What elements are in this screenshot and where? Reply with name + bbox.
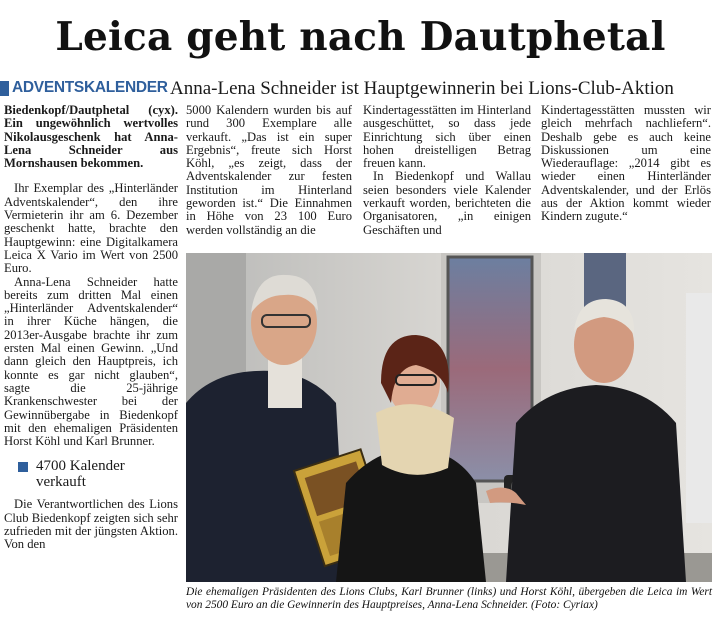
photo-caption: Die ehemaligen Präsidenten des Lions Clubs, Karl Brunner (links) und Horst Köhl, übergeben die Leica im Wert von 2500 Euro an die Gewinnerin des Hauptpreises, Anna-Lena Schneider. (Foto: Cyriax) (186, 586, 712, 611)
lead-paragraph: Biedenkopf/Dautphetal (cyx). Ein ungewöhnlich wertvolles Nikolausgeschenk hat Anna-Lena Schneider aus Mornshausen bekommen. (4, 104, 178, 171)
kicker: ADVENTSKALENDER (12, 79, 168, 96)
article-column-1 (4, 104, 178, 624)
paragraph: Anna-Lena Schneider hatte bereits zum dritten Mal einen „Hinterländer Adventskalender“ in ihrer Küche hängen, die 2013er-Ausgabe brachte ihr zum ersten Mal einen Gewinn. „Und dann gleich den Hauptpreis, ich konnte es gar nicht glauben“, sagte die 25-jährige Krankenschwester bei der Gewinnübergabe in Biedenkopf mit den ehemaligen Präsidenten Horst Köhl und Karl Brunner. (4, 274, 178, 449)
subheadline: Anna-Lena Schneider ist Hauptgewinnerin bei Lions-Club-Aktion (170, 78, 674, 99)
kicker-square-icon (0, 81, 9, 96)
article-column-3 (363, 104, 531, 244)
headline: Leica geht nach Dautphetal (55, 14, 666, 60)
kicker-row (0, 79, 721, 99)
paragraph: Die Verantwortlichen des Lions Club Biedenkopf zeigten sich sehr zufrieden mit der jüngsten Aktion. Von den (4, 497, 178, 552)
paragraph: In Biedenkopf und Wallau seien besonders viele Kalender verkauft worden, berichteten die Organisatoren, „in einigen Geschäften und (363, 169, 531, 237)
paragraph: Ihr Exemplar des „Hinterländer Adventskalender“, den ihre Vermieterin ihr am 6. Dezember geschenkt hatte, brachte den Hauptgewinn: eine Digitalkamera Leica X Vario im Wert von 2500 Euro. (4, 181, 178, 276)
paragraph: Kindertagesstätten mussten wir gleich mehrfach nachliefern“. Deshalb gebe es auch keine Diskussionen um eine Wiederauflage: „2014 gibt es wieder einen Hinterländer Adventskalender, und der Erlös aus der Aktion kommt wieder Kindern zugute.“ (541, 104, 711, 224)
article-column-4 (541, 104, 711, 244)
news-photo (186, 253, 712, 582)
intertitle-text: 4700 Kalender verkauft (36, 458, 125, 491)
paragraph: 5000 Kalendern wurden bis auf rund 300 Exemplare alle verkauft. „Das ist ein super Ergebnis“, freute sich Horst Köhl, „es zeigt, dass der Adventskalender zur festen Institution im Hinterland geworden ist.“ Die Einnahmen in Höhe von 23 100 Euro werden vollständig an die (186, 104, 352, 237)
paragraph: Kindertagesstätten im Hinterland ausgeschüttet, so dass jede Einrichtung sich über einen hohen dreistelligen Betrag freuen kann. (363, 104, 531, 171)
square-bullet-icon (18, 462, 28, 472)
intertitle (4, 458, 178, 490)
article-column-2 (186, 104, 352, 244)
